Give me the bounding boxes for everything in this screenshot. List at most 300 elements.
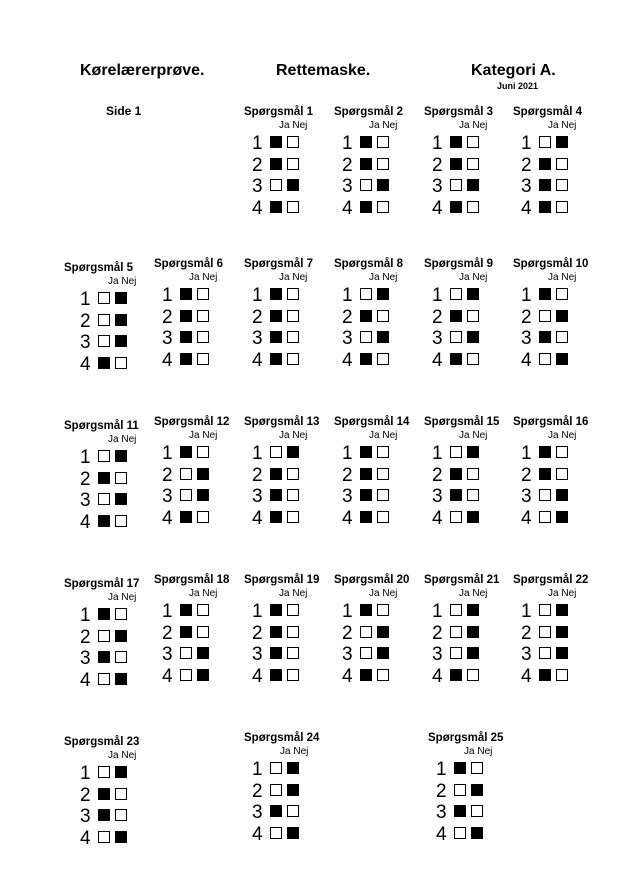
no-box-empty: [197, 353, 209, 365]
answer-number: 2: [521, 622, 532, 644]
answer-row: [252, 285, 334, 307]
answer-row: [521, 176, 603, 198]
yes-column-label: Ja: [459, 272, 470, 283]
answer-row: [432, 328, 514, 350]
no-box-checked: [377, 288, 389, 300]
question-title: Spørgsmål 6: [154, 258, 224, 270]
answer-row: [521, 623, 603, 645]
answer-number: 2: [162, 464, 173, 486]
answer-row: [162, 465, 244, 487]
answer-row: [521, 198, 603, 220]
answer-number: 3: [342, 486, 353, 507]
no-box-checked: [197, 468, 209, 480]
exam-date: Juni 2021: [497, 81, 539, 91]
yes-box-checked: [450, 669, 462, 681]
no-column-label: Nej: [472, 272, 488, 283]
yes-box-checked: [450, 201, 462, 213]
no-box-checked: [287, 784, 299, 796]
yes-box-empty: [539, 353, 551, 365]
answer-row: [342, 443, 424, 465]
answer-row: [436, 759, 518, 781]
yes-column-label: Ja: [189, 430, 200, 441]
answer-row: [80, 512, 154, 534]
no-box-empty: [197, 511, 209, 523]
no-box-empty: [287, 201, 299, 213]
no-box-empty: [197, 310, 209, 322]
answer-number: 3: [432, 644, 443, 665]
answer-row: [252, 465, 334, 487]
no-box-checked: [467, 331, 479, 343]
no-box-empty: [377, 201, 389, 213]
answer-row: [432, 198, 514, 220]
yes-box-checked: [270, 489, 282, 501]
yes-box-empty: [98, 335, 110, 347]
question-block: [154, 574, 244, 687]
question-block: [513, 106, 603, 219]
answer-row: [252, 486, 334, 508]
answer-row: [252, 781, 334, 803]
yes-box-checked: [270, 604, 282, 616]
answer-row: [432, 350, 514, 372]
yes-box-empty: [98, 630, 110, 642]
answer-number: 3: [80, 806, 91, 827]
yes-column-label: Ja: [108, 592, 119, 603]
no-column-label: Nej: [292, 430, 308, 441]
no-box-checked: [287, 762, 299, 774]
answer-number: 3: [521, 328, 532, 349]
yes-box-empty: [450, 331, 462, 343]
answer-number: 3: [342, 644, 353, 665]
no-column-label: Nej: [292, 588, 308, 599]
answer-row: [521, 508, 603, 530]
answer-number: 1: [252, 443, 263, 464]
answer-row: [342, 350, 424, 372]
yes-box-empty: [270, 446, 282, 458]
no-column-label: Nej: [202, 588, 218, 599]
yes-box-empty: [270, 179, 282, 191]
no-box-checked: [115, 673, 127, 685]
yes-box-empty: [98, 493, 110, 505]
question-block: [244, 732, 334, 845]
question-title: Spørgsmål 17: [64, 578, 140, 590]
yes-box-empty: [98, 831, 110, 843]
no-box-empty: [287, 669, 299, 681]
answer-number: 4: [521, 507, 532, 529]
answer-row: [521, 486, 603, 508]
answer-row: [162, 307, 244, 329]
answer-row: [80, 828, 154, 850]
answer-number: 3: [521, 486, 532, 507]
answer-row: [342, 601, 424, 623]
yes-box-empty: [454, 827, 466, 839]
no-box-empty: [115, 515, 127, 527]
no-column-label: Nej: [292, 120, 308, 131]
answer-row: [80, 806, 154, 828]
yes-box-empty: [360, 647, 372, 659]
answer-row: [432, 307, 514, 329]
answer-number: 4: [432, 349, 443, 371]
yes-box-checked: [180, 331, 192, 343]
yes-column-label: Ja: [548, 430, 559, 441]
no-box-checked: [471, 784, 483, 796]
no-column-label: Nej: [382, 588, 398, 599]
answer-number: 3: [432, 328, 443, 349]
answer-row: [521, 465, 603, 487]
question-block: [334, 416, 424, 529]
yes-box-empty: [539, 647, 551, 659]
no-box-checked: [115, 493, 127, 505]
yes-box-checked: [98, 357, 110, 369]
yes-box-checked: [454, 762, 466, 774]
answer-row: [252, 508, 334, 530]
yes-box-checked: [270, 310, 282, 322]
yes-box-checked: [180, 626, 192, 638]
answer-number: 2: [162, 306, 173, 328]
yes-box-checked: [539, 446, 551, 458]
yes-box-empty: [98, 292, 110, 304]
answer-number: 3: [432, 176, 443, 197]
answer-number: 3: [521, 176, 532, 197]
answer-number: 2: [252, 622, 263, 644]
question-block: [424, 416, 514, 529]
answer-number: 1: [432, 285, 443, 306]
answer-number: 4: [80, 669, 91, 691]
answer-number: 1: [162, 285, 173, 306]
answer-row: [342, 133, 424, 155]
answer-number: 1: [252, 601, 263, 622]
no-box-checked: [197, 669, 209, 681]
answer-row: [436, 802, 518, 824]
no-box-checked: [556, 136, 568, 148]
yes-column-label: Ja: [108, 750, 119, 761]
yes-box-checked: [98, 651, 110, 663]
question-block: [513, 416, 603, 529]
no-box-empty: [377, 158, 389, 170]
yes-box-checked: [360, 201, 372, 213]
no-box-empty: [115, 357, 127, 369]
question-block: [513, 258, 603, 371]
yes-column-label: Ja: [279, 430, 290, 441]
yes-box-empty: [539, 626, 551, 638]
answer-row: [432, 443, 514, 465]
no-column-label: Nej: [292, 272, 308, 283]
answer-number: 1: [521, 133, 532, 154]
no-box-checked: [467, 511, 479, 523]
yes-box-empty: [98, 673, 110, 685]
answer-number: 3: [342, 176, 353, 197]
answer-number: 4: [521, 665, 532, 687]
question-block: [424, 258, 514, 371]
no-column-label: Nej: [121, 750, 137, 761]
answer-row: [432, 644, 514, 666]
no-column-label: Nej: [477, 746, 493, 757]
answer-row: [162, 623, 244, 645]
yes-box-checked: [270, 201, 282, 213]
no-box-empty: [467, 201, 479, 213]
yes-box-checked: [98, 472, 110, 484]
yes-box-checked: [270, 331, 282, 343]
answer-number: 1: [342, 285, 353, 306]
no-column-label: Nej: [472, 120, 488, 131]
answer-number: 3: [80, 648, 91, 669]
no-box-empty: [467, 136, 479, 148]
no-box-checked: [377, 626, 389, 638]
question-title: Spørgsmål 8: [334, 258, 404, 270]
answer-number: 1: [436, 759, 447, 780]
no-column-label: Nej: [202, 272, 218, 283]
yes-column-label: Ja: [369, 120, 380, 131]
yes-box-checked: [539, 669, 551, 681]
question-block: [154, 416, 244, 529]
yes-box-checked: [539, 288, 551, 300]
no-column-label: Nej: [561, 120, 577, 131]
yes-box-checked: [180, 288, 192, 300]
no-box-empty: [287, 158, 299, 170]
no-box-checked: [556, 310, 568, 322]
no-box-checked: [197, 489, 209, 501]
no-box-empty: [287, 511, 299, 523]
no-box-empty: [197, 288, 209, 300]
yes-box-empty: [98, 450, 110, 462]
no-box-empty: [115, 651, 127, 663]
question-title: Spørgsmål 3: [424, 106, 494, 118]
yes-box-checked: [270, 626, 282, 638]
answer-row: [252, 176, 334, 198]
question-title: Spørgsmål 1: [244, 106, 314, 118]
yes-box-empty: [454, 784, 466, 796]
answer-row: [432, 465, 514, 487]
yes-box-checked: [450, 158, 462, 170]
no-box-checked: [467, 647, 479, 659]
answer-row: [521, 644, 603, 666]
no-box-empty: [115, 788, 127, 800]
question-block: [428, 732, 518, 845]
no-box-checked: [467, 604, 479, 616]
page-title: Kørelærerprøve.: [80, 62, 205, 79]
yes-column-label: Ja: [279, 588, 290, 599]
answer-row: [252, 307, 334, 329]
question-block: [424, 106, 514, 219]
answer-number: 1: [432, 133, 443, 154]
answer-number: 1: [432, 601, 443, 622]
no-box-empty: [197, 446, 209, 458]
answer-row: [521, 443, 603, 465]
answer-number: 4: [162, 349, 173, 371]
yes-column-label: Ja: [280, 746, 291, 757]
answer-number: 4: [432, 665, 443, 687]
answer-number: 3: [252, 644, 263, 665]
no-column-label: Nej: [561, 588, 577, 599]
yes-box-checked: [180, 446, 192, 458]
question-title: Spørgsmål 15: [424, 416, 500, 428]
answer-number: 3: [252, 328, 263, 349]
no-box-checked: [377, 647, 389, 659]
answer-number: 2: [521, 154, 532, 176]
answer-number: 4: [432, 507, 443, 529]
answer-row: [252, 802, 334, 824]
yes-box-empty: [360, 179, 372, 191]
answer-row: [342, 307, 424, 329]
yes-box-empty: [539, 604, 551, 616]
question-title: Spørgsmål 13: [244, 416, 320, 428]
no-box-checked: [556, 604, 568, 616]
answer-number: 4: [342, 197, 353, 219]
answer-row: [342, 666, 424, 688]
no-box-checked: [556, 353, 568, 365]
answer-number: 2: [80, 310, 91, 332]
answer-row: [252, 133, 334, 155]
yes-box-empty: [539, 310, 551, 322]
answer-row: [162, 285, 244, 307]
answer-row: [80, 490, 154, 512]
no-column-label: Nej: [472, 430, 488, 441]
answer-row: [432, 133, 514, 155]
answer-number: 4: [80, 511, 91, 533]
answer-number: 3: [521, 644, 532, 665]
yes-column-label: Ja: [459, 120, 470, 131]
yes-column-label: Ja: [369, 272, 380, 283]
question-title: Spørgsmål 20: [334, 574, 410, 586]
yes-box-checked: [270, 158, 282, 170]
answer-row: [521, 350, 603, 372]
no-box-checked: [115, 292, 127, 304]
yes-box-checked: [450, 353, 462, 365]
answer-row: [252, 350, 334, 372]
answer-number: 4: [80, 827, 91, 849]
answer-number: 4: [342, 349, 353, 371]
answer-row: [80, 469, 154, 491]
yes-box-checked: [360, 353, 372, 365]
answer-number: 2: [432, 306, 443, 328]
question-title: Spørgsmål 18: [154, 574, 230, 586]
yes-column-label: Ja: [464, 746, 475, 757]
no-box-empty: [467, 489, 479, 501]
answer-number: 1: [521, 601, 532, 622]
answer-row: [162, 486, 244, 508]
no-column-label: Nej: [293, 746, 309, 757]
answer-number: 1: [252, 759, 263, 780]
yes-box-checked: [450, 489, 462, 501]
question-title: Spørgsmål 14: [334, 416, 410, 428]
yes-box-checked: [360, 604, 372, 616]
answer-number: 1: [342, 443, 353, 464]
answer-number: 1: [80, 289, 91, 310]
answer-number: 4: [436, 823, 447, 845]
no-box-empty: [467, 353, 479, 365]
answer-number: 1: [80, 763, 91, 784]
question-block: [334, 106, 424, 219]
answer-number: 2: [342, 622, 353, 644]
yes-box-checked: [450, 310, 462, 322]
yes-box-checked: [539, 331, 551, 343]
yes-box-checked: [98, 515, 110, 527]
no-box-empty: [287, 604, 299, 616]
no-box-empty: [556, 468, 568, 480]
yes-box-empty: [450, 604, 462, 616]
yes-box-empty: [270, 827, 282, 839]
yes-box-checked: [180, 604, 192, 616]
no-box-empty: [471, 762, 483, 774]
no-box-empty: [197, 331, 209, 343]
no-column-label: Nej: [561, 272, 577, 283]
answer-row: [342, 285, 424, 307]
yes-column-label: Ja: [108, 434, 119, 445]
answer-number: 3: [162, 328, 173, 349]
answer-number: 3: [436, 802, 447, 823]
no-box-empty: [467, 468, 479, 480]
yes-box-checked: [270, 288, 282, 300]
no-box-empty: [115, 809, 127, 821]
page-number: Side 1: [106, 104, 142, 118]
answer-number: 1: [252, 133, 263, 154]
answer-number: 2: [80, 468, 91, 490]
no-box-checked: [467, 179, 479, 191]
answer-row: [521, 328, 603, 350]
yes-column-label: Ja: [548, 120, 559, 131]
question-title: Spørgsmål 21: [424, 574, 500, 586]
question-block: [513, 574, 603, 687]
yes-box-empty: [539, 136, 551, 148]
answer-row: [252, 759, 334, 781]
no-box-empty: [556, 669, 568, 681]
answer-row: [342, 155, 424, 177]
no-box-empty: [287, 331, 299, 343]
answer-row: [162, 644, 244, 666]
answer-number: 2: [436, 780, 447, 802]
answer-number: 4: [162, 665, 173, 687]
answer-number: 2: [80, 626, 91, 648]
answer-row: [162, 666, 244, 688]
question-title: Spørgsmål 25: [428, 732, 504, 744]
answer-number: 3: [162, 486, 173, 507]
yes-box-checked: [270, 805, 282, 817]
answer-row: [342, 486, 424, 508]
no-box-empty: [287, 647, 299, 659]
question-title: Spørgsmål 9: [424, 258, 494, 270]
yes-box-checked: [454, 805, 466, 817]
yes-box-checked: [98, 608, 110, 620]
no-box-checked: [467, 288, 479, 300]
answer-row: [342, 508, 424, 530]
yes-box-checked: [360, 489, 372, 501]
no-box-checked: [197, 647, 209, 659]
answer-row: [252, 666, 334, 688]
yes-box-empty: [360, 626, 372, 638]
answer-number: 2: [342, 154, 353, 176]
answer-number: 2: [432, 154, 443, 176]
answer-number: 2: [80, 784, 91, 806]
no-box-empty: [287, 489, 299, 501]
answer-number: 3: [342, 328, 353, 349]
no-column-label: Nej: [382, 430, 398, 441]
question-block: [64, 262, 154, 375]
answer-row: [521, 666, 603, 688]
answer-number: 1: [521, 285, 532, 306]
question-title: Spørgsmål 23: [64, 736, 140, 748]
answer-number: 4: [521, 197, 532, 219]
answer-number: 1: [342, 601, 353, 622]
question-title: Spørgsmål 12: [154, 416, 230, 428]
no-column-label: Nej: [121, 592, 137, 603]
no-box-checked: [115, 314, 127, 326]
no-box-empty: [556, 201, 568, 213]
yes-box-checked: [180, 511, 192, 523]
no-box-empty: [377, 669, 389, 681]
answer-row: [252, 623, 334, 645]
no-box-empty: [377, 489, 389, 501]
no-box-empty: [197, 626, 209, 638]
yes-column-label: Ja: [548, 588, 559, 599]
